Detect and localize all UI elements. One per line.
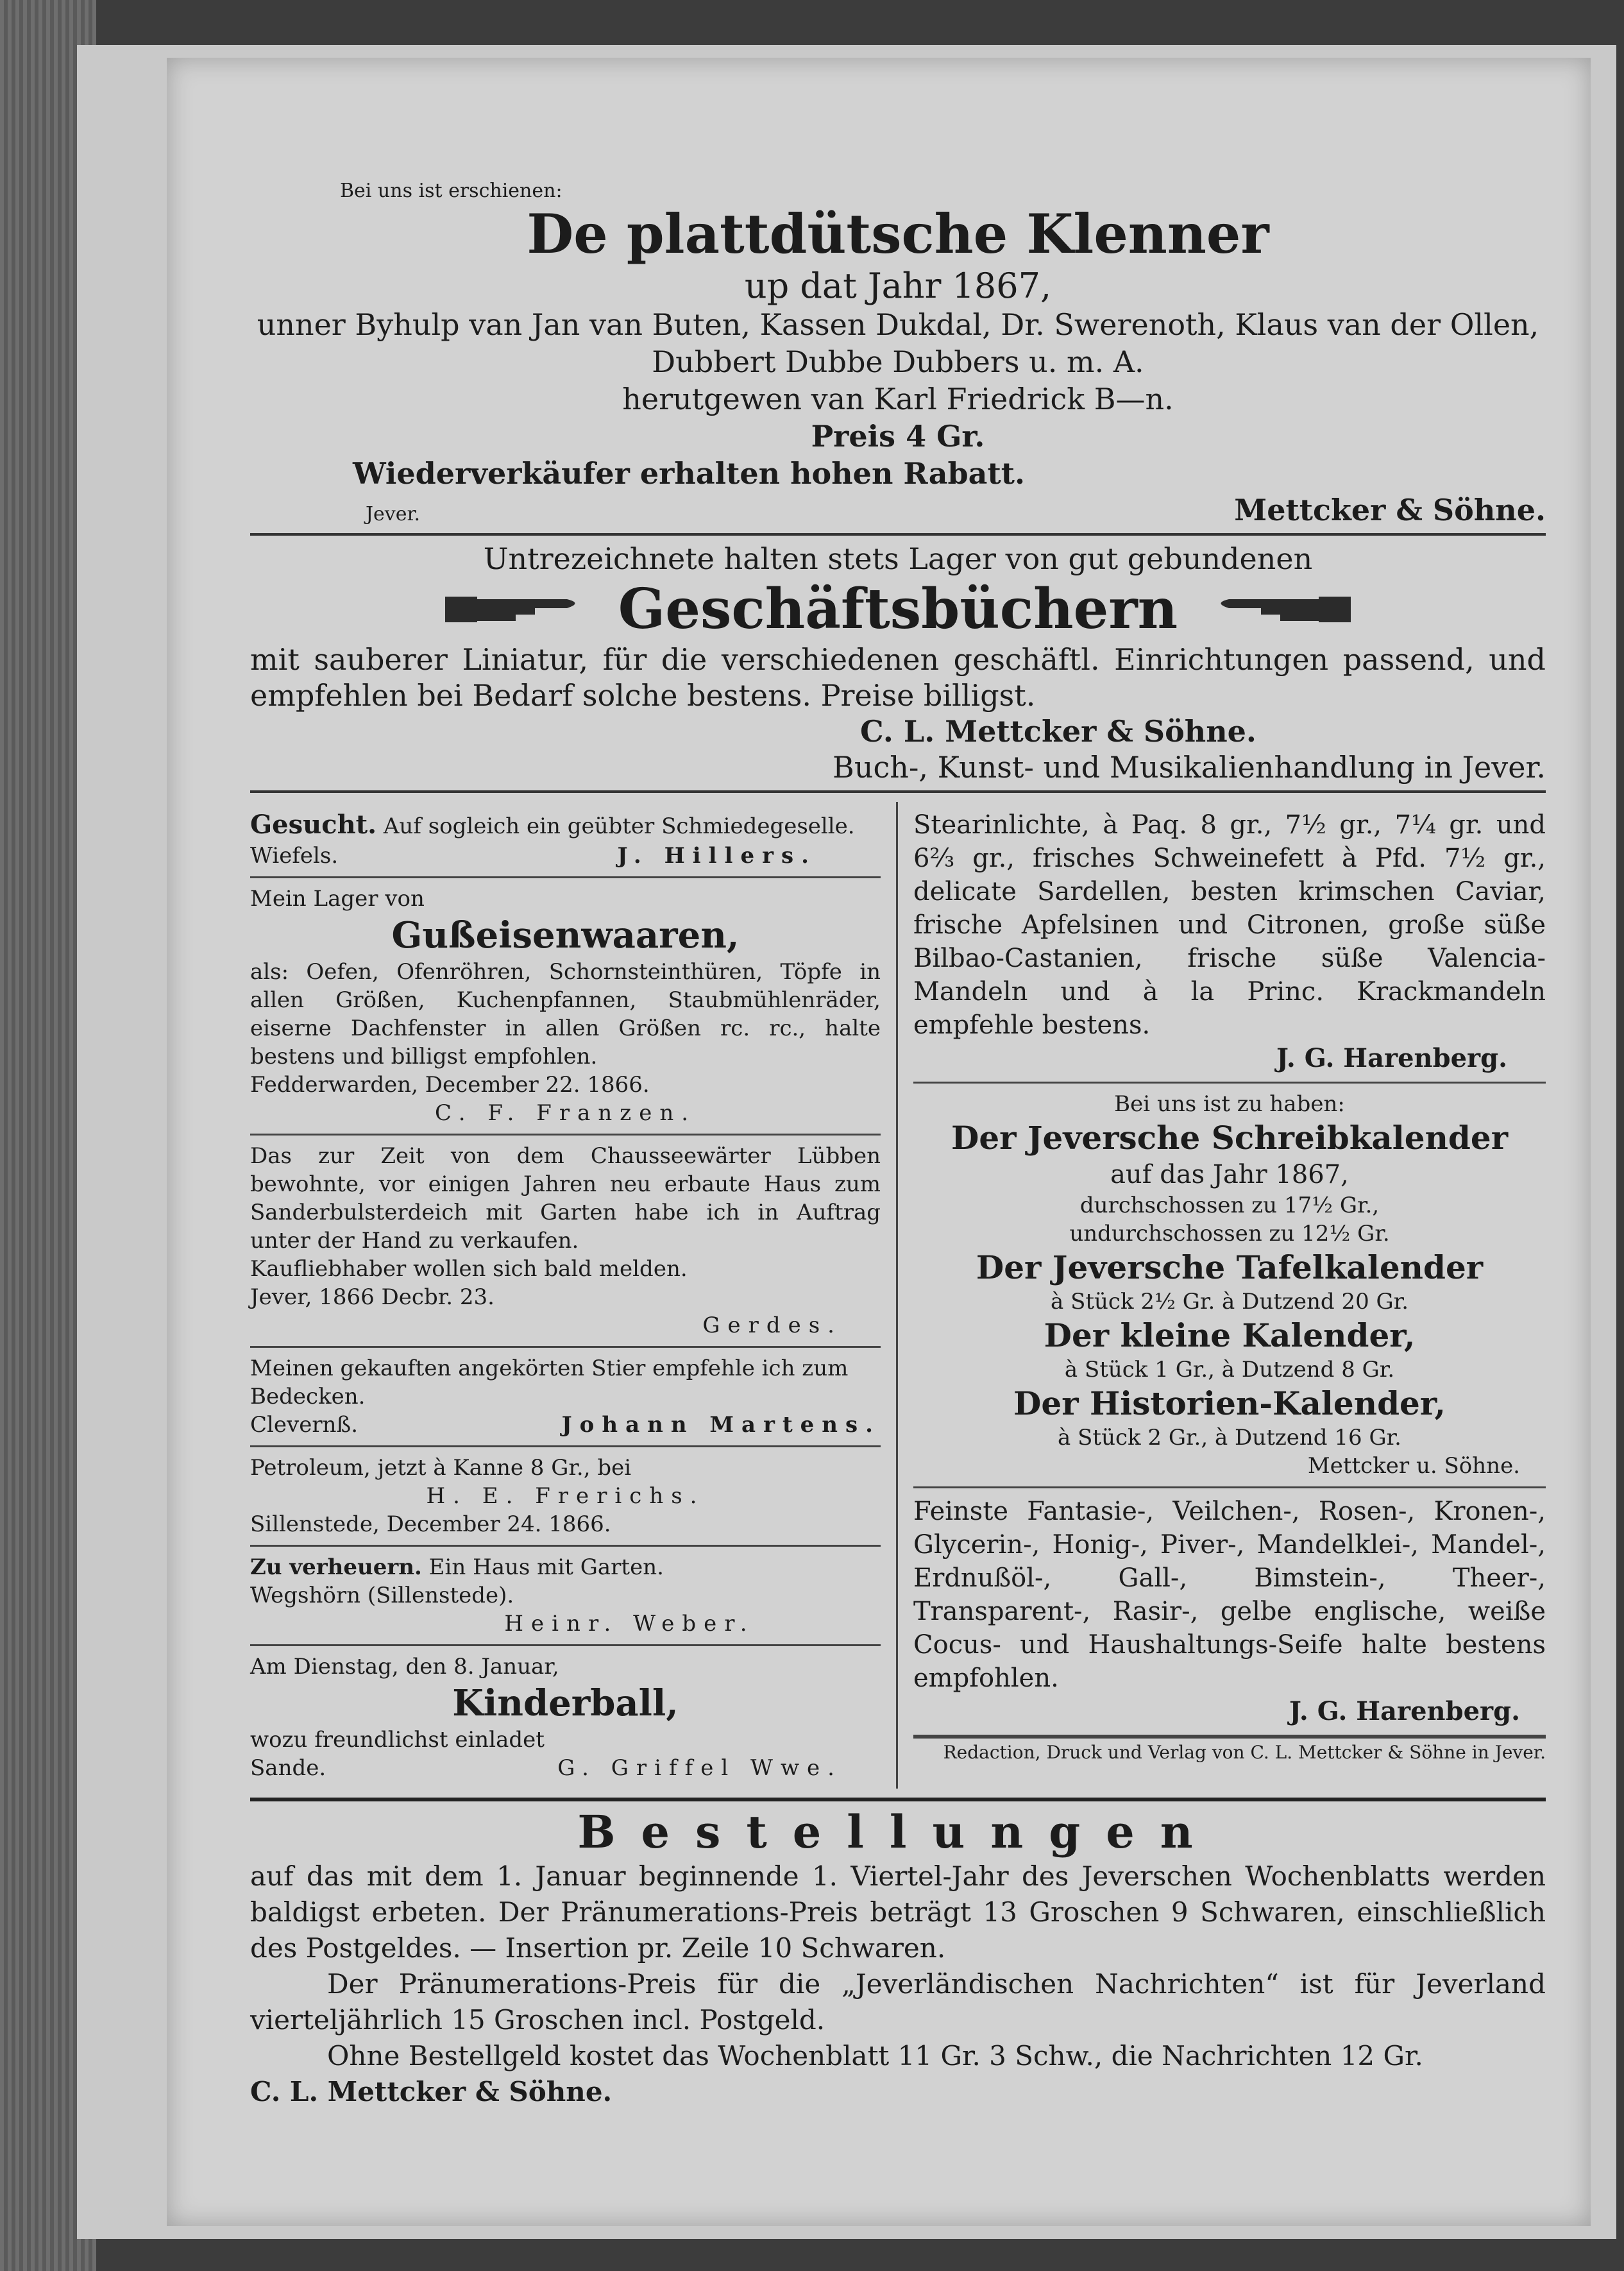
b5-name: H. E. Frerichs. xyxy=(426,1483,705,1509)
b5-date: Sillenstede, December 24. 1866. xyxy=(250,1511,611,1537)
ad-seifen xyxy=(913,1488,1546,1737)
r-b1-name: J. G. Harenberg. xyxy=(1276,1043,1507,1073)
b7-title: Kinderball, xyxy=(452,1682,679,1724)
b2-date: Fedderwarden, December 22. 1866. xyxy=(250,1072,650,1098)
ad1-subtitle: up dat Jahr 1867, xyxy=(744,266,1052,306)
bestell-p1: auf das mit dem 1. Januar beginnende 1. Viertel-Jahr des Jeverschen Wochenblatts werden baldigst erbeten. Der Pränumerations-Preis beträgt 13 Groschen 9 Schwaren, einschließlich des Postgeldes. — Insertion pr. Zeile 10 Schwaren. xyxy=(250,1860,1546,1964)
b2-title: Gußeisenwaaren, xyxy=(391,914,740,957)
ad1-intro: Bei uns ist erschienen: xyxy=(340,180,562,202)
r-b2-firm: Mettcker u. Söhne. xyxy=(1307,1453,1520,1479)
b1-name: J. Hillers. xyxy=(617,843,816,869)
divider xyxy=(250,533,1546,536)
ad-geschaeftsbuecher xyxy=(250,541,1546,785)
ad1-price: Preis 4 Gr. xyxy=(811,419,985,454)
b3-text: Das zur Zeit von dem Chausseewärter Lübben bewohnte, vor einigen Jahren neu erbaute Haus zum Sanderbulsterdeich mit Garten habe ich in Auftrag unter der Hand zu verkaufen. xyxy=(250,1143,881,1254)
r-b2-p1: durchschossen zu 17½ Gr., xyxy=(1079,1193,1380,1218)
r-b2-title: Der Jeversche Schreibkalender xyxy=(951,1119,1509,1157)
two-column-ads xyxy=(250,802,1546,1789)
ad2-title: Geschäftsbüchern xyxy=(618,577,1178,642)
ad-haus-verkauf xyxy=(250,1136,881,1348)
ad2-firm-sub: Buch-, Kunst- und Musikalienhandlung in Jever. xyxy=(833,750,1546,785)
r-b2-t2: Der Jeversche Tafelkalender xyxy=(976,1248,1484,1286)
page-content xyxy=(250,180,1546,2110)
b6-text: Ein Haus mit Garten. xyxy=(428,1554,664,1580)
b5-text: Petroleum, jetzt à Kanne 8 Gr., bei xyxy=(250,1455,632,1481)
imprint: Redaction, Druck und Verlag von C. L. Mettcker & Söhne in Jever. xyxy=(913,1737,1546,1764)
ad-gusseisenwaaren xyxy=(250,878,881,1136)
r-b2-p5: à Stück 2 Gr., à Dutzend 16 Gr. xyxy=(1058,1425,1401,1450)
b3-text2: Kaufliebhaber wollen sich bald melden. xyxy=(250,1256,688,1282)
bestell-p2: Der Pränumerations-Preis für die „Jeverländischen Nachrichten“ ist für Jeverland vierteljährlich 15 Groschen incl. Postgeld. xyxy=(250,1968,1546,2036)
b7-intro: Am Dienstag, den 8. Januar, xyxy=(250,1654,559,1680)
b7-place: Sande. xyxy=(250,1755,326,1781)
ad2-title-row xyxy=(250,577,1546,642)
ad-gesucht xyxy=(250,802,881,878)
r-b2-p4: à Stück 1 Gr., à Dutzend 8 Gr. xyxy=(1064,1357,1395,1382)
b4-place: Clevernß. xyxy=(250,1412,359,1438)
newspaper-page xyxy=(167,58,1591,2226)
ad1-line1: unner Byhulp van Jan van Buten, Kassen Dukdal, Dr. Swerenoth, Klaus van der Ollen, xyxy=(257,307,1539,342)
ad2-intro: Untrezeichnete halten stets Lager von gut gebundenen xyxy=(483,541,1313,576)
r-b2-t4: Der Historien-Kalender, xyxy=(1013,1384,1446,1422)
left-column xyxy=(250,802,898,1789)
ad-petroleum xyxy=(250,1447,881,1547)
b3-date: Jever, 1866 Decbr. 23. xyxy=(250,1284,495,1310)
b6-place: Wegshörn (Sillenstede). xyxy=(250,1583,514,1608)
b2-name: C. F. Franzen. xyxy=(434,1100,697,1126)
b2-intro: Mein Lager von xyxy=(250,886,425,912)
right-column xyxy=(898,802,1546,1789)
r-b1-text: Stearinlichte, à Paq. 8 gr., 7½ gr., 7¼ gr. und 6⅔ gr., frisches Schweinefett à Pfd. 7½ gr., delicate Sardellen, besten krimschen Caviar, frische Apfelsinen und Citronen, große süße Bilbao-Castanien, frische süße Valencia-Mandeln und à la Princ. Krackmandeln empfehle bestens. xyxy=(913,810,1546,1040)
ad1-line2: Dubbert Dubbe Dubbers u. m. A. xyxy=(652,344,1144,379)
ad2-body: mit sauberer Liniatur, für die verschiedenen geschäftl. Einrichtungen passend, und empfehlen bei Bedarf solche bestens. Preise billigst. xyxy=(250,642,1546,713)
bestell-title: Bestellungen xyxy=(577,1805,1219,1858)
r-b3-name: J. G. Harenberg. xyxy=(1289,1696,1520,1726)
b7-text: wozu freundlichst einladet xyxy=(250,1727,545,1753)
ad-stearinlichte xyxy=(913,802,1546,1084)
divider xyxy=(250,790,1546,793)
r-b3-text: Feinste Fantasie-, Veilchen-, Rosen-, Kronen-, Glycerin-, Honig-, Piver-, Mandelklei-, Mandel-, Erdnußöl-, Gall-, Bimstein-, Theer-, Transparent-, Rasir-, gelbe englische, weiße Cocus- und Haushaltungs-Seife halte bestens empfohlen. xyxy=(913,1497,1546,1693)
ad1-title: De plattdütsche Klenner xyxy=(527,202,1269,266)
b3-name: Gerdes. xyxy=(702,1313,842,1338)
ad1-resale: Wiederverkäufer erhalten hohen Rabatt. xyxy=(353,456,1025,491)
ad1-place: Jever. xyxy=(366,503,421,525)
b1-text: Auf sogleich ein geübter Schmiedegeselle. xyxy=(383,813,855,839)
bestell-firm: C. L. Mettcker & Söhne. xyxy=(250,2076,613,2107)
bestellungen-section xyxy=(250,1798,1546,2110)
r-b2-p2: undurchschossen zu 12½ Gr. xyxy=(1069,1221,1390,1246)
b6-name: Heinr. Weber. xyxy=(504,1611,755,1637)
ad-kinderball xyxy=(250,1646,881,1789)
ad-plattduetsche-klenner xyxy=(250,180,1546,528)
ad1-firm: Mettcker & Söhne. xyxy=(1234,493,1546,527)
ad-stier xyxy=(250,1348,881,1447)
b2-text: als: Oefen, Ofenröhren, Schornsteinthüren, Töpfe in allen Größen, Kuchenpfannen, Staubmühlenräder, eiserne Dachfenster in allen Größen rc. rc., halte bestens und billigst empfohlen. xyxy=(250,959,881,1069)
b1-place: Wiefels. xyxy=(250,843,339,869)
pointing-hand-right-icon xyxy=(439,577,593,642)
b1-head: Gesucht. xyxy=(250,810,377,840)
ad1-line3: herutgewen van Karl Friedrick B—n. xyxy=(622,382,1174,416)
bestell-p3: Ohne Bestellgeld kostet das Wochenblatt 11 Gr. 3 Schw., die Nachrichten 12 Gr. xyxy=(327,2040,1423,2071)
b4-text: Meinen gekauften angekörten Stier empfehle ich zum Bedecken. xyxy=(250,1356,849,1409)
pointing-hand-left-icon xyxy=(1203,577,1357,642)
ad2-firm: C. L. Mettcker & Söhne. xyxy=(860,714,1256,749)
r-b2-p3: à Stück 2½ Gr. à Dutzend 20 Gr. xyxy=(1050,1289,1409,1314)
b4-name: Johann Martens. xyxy=(561,1412,881,1438)
b7-name: G. Griffel Wwe. xyxy=(557,1755,842,1781)
ad-kalender xyxy=(913,1084,1546,1488)
r-b2-intro: Bei uns ist zu haben: xyxy=(1114,1091,1345,1117)
r-b2-year: auf das Jahr 1867, xyxy=(1110,1160,1349,1189)
ad-verheuern xyxy=(250,1547,881,1646)
b6-head: Zu verheuern. xyxy=(250,1554,422,1580)
r-b2-t3: Der kleine Kalender, xyxy=(1044,1316,1416,1354)
